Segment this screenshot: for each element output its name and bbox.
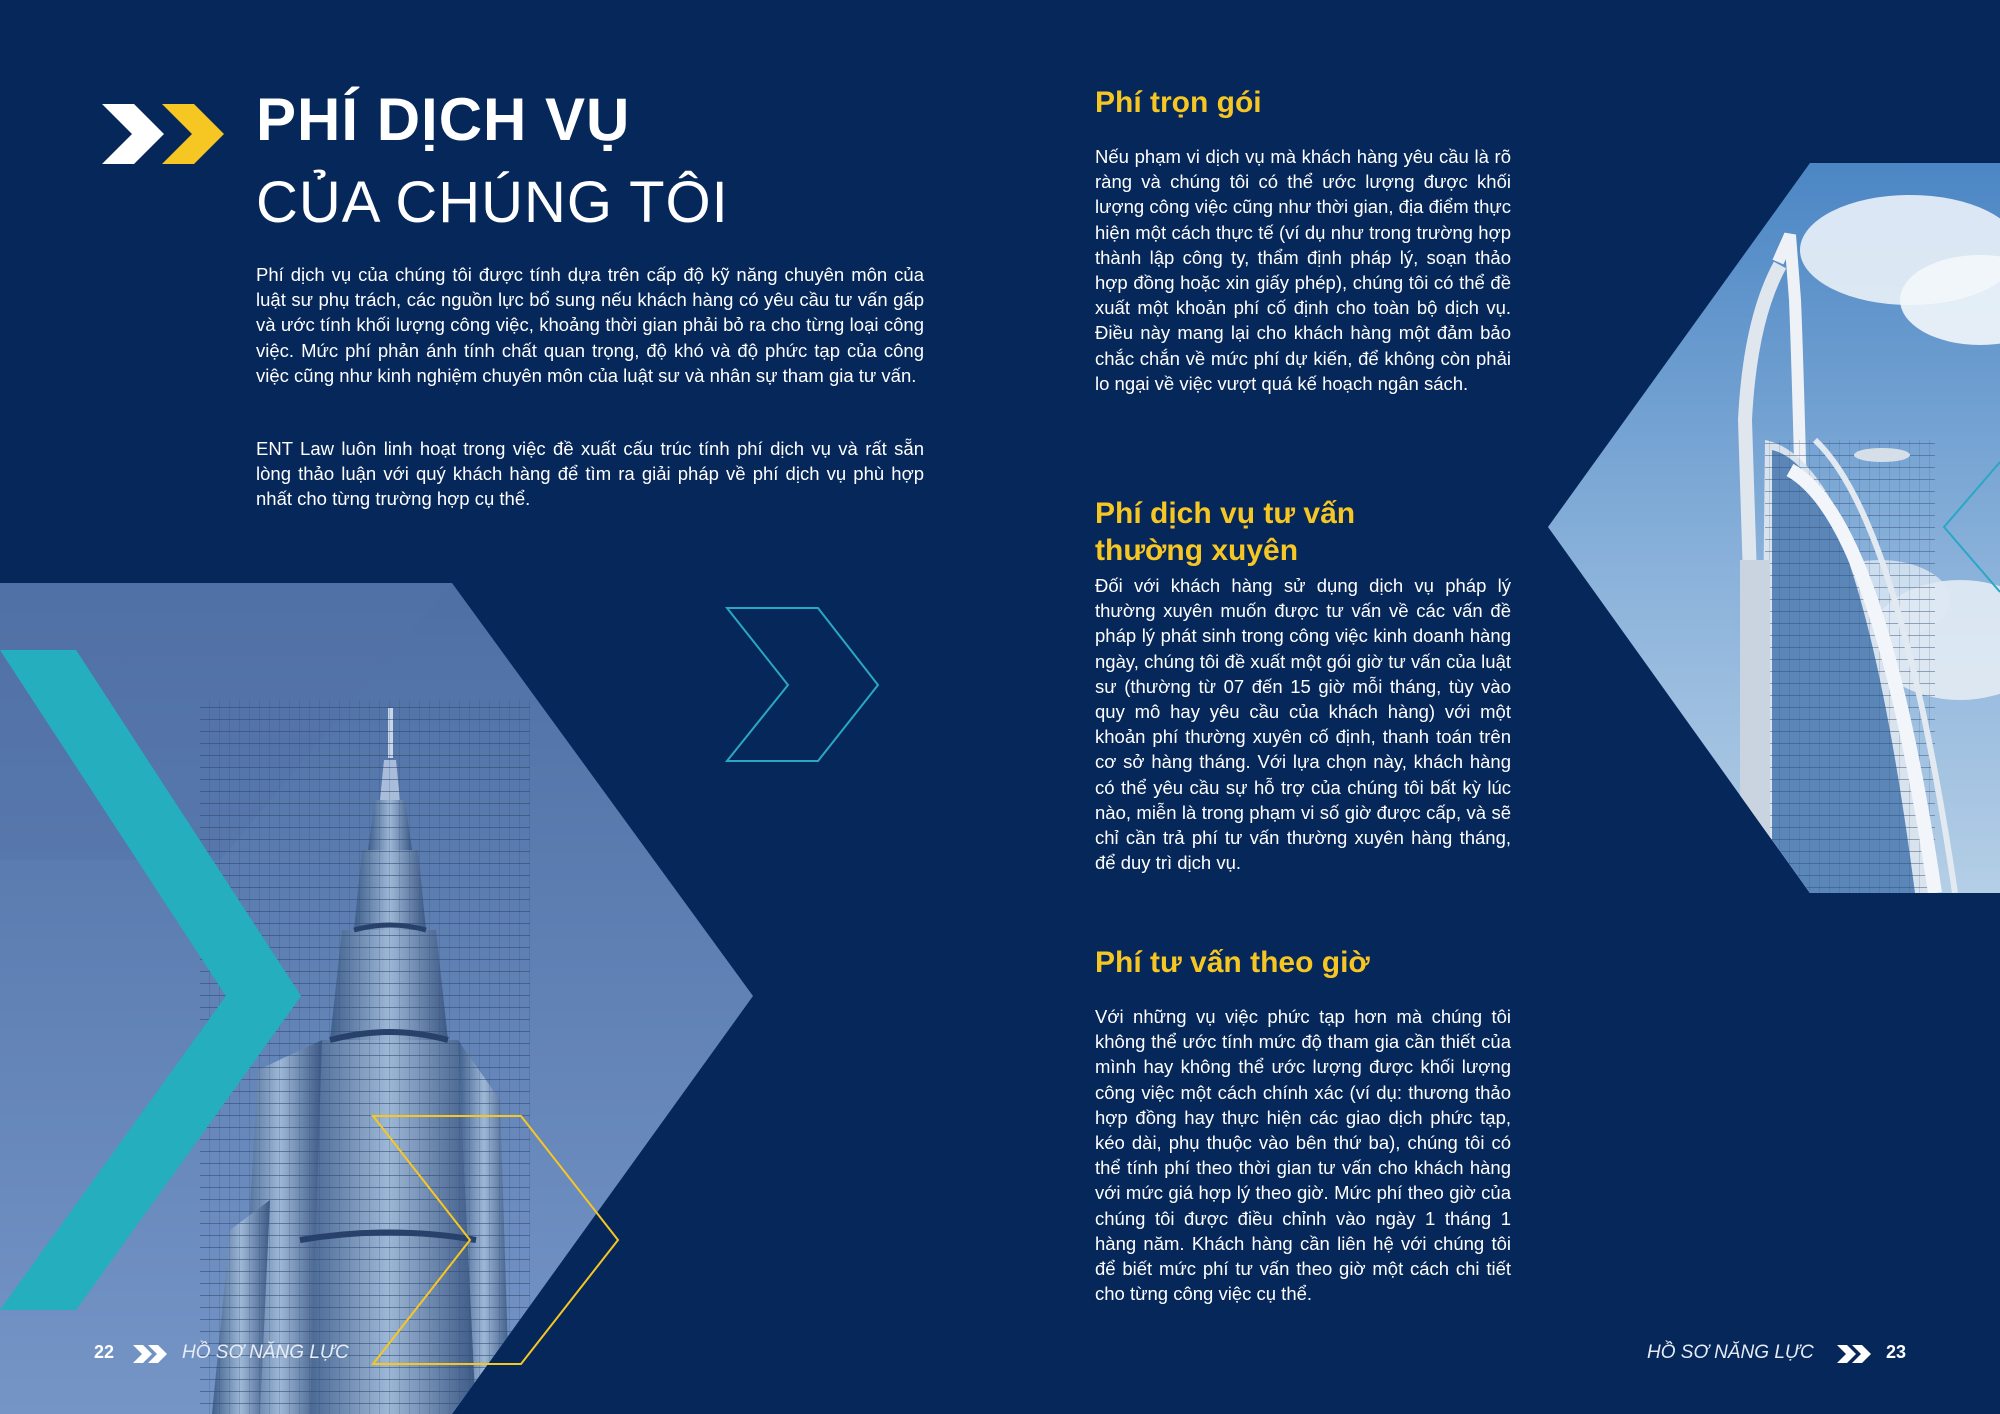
right-tower-photo <box>1540 160 2000 900</box>
section-body-hourly-fee: Với những vụ việc phức tạp hơn mà chúng tôi không thể ước tính mức độ tham gia cần thiết của mình hay không thể ước lượng được khối lượng công việc một cách chính xác (ví dụ: thương thảo hợp đồng hay thực hiện các giao dịch phức tạp, kéo dài, phụ thuộc vào bên thứ ba), chúng tôi có thể tính phí theo thời gian tư vấn cho khách hàng với mức giá hợp lý theo giờ. Mức phí theo giờ của chúng tôi được điều chỉnh vào ngày 1 tháng 1 hàng năm. Khách hàng cần liên hệ với chúng tôi để biết mức phí tư vấn theo giờ một cách chi tiết cho từng công việc cụ thể. <box>1095 1006 1511 1305</box>
intro-paragraph-1: Phí dịch vụ của chúng tôi được tính dựa trên cấp độ kỹ năng chuyên môn của luật sư phụ trách, các nguồn lực bổ sung nếu khách hàng có yêu cầu tư vấn gấp và ước tính khối lượng công việc, khoảng thời gian phải bỏ ra cho từng loại công việc. Mức phí phản ánh tính chất quan trọng, độ khó và độ phức tạp của công việc cũng như kinh nghiệm chuyên môn của luật sư và nhân sự tham gia tư vấn. <box>256 264 924 386</box>
page-number-left: 22 <box>94 1342 115 1362</box>
section-heading-hourly-fee: Phí tư vấn theo giờ <box>1095 946 1370 979</box>
footer-label-left: HỒ SƠ NĂNG LỰC <box>182 1342 349 1363</box>
page-number-right: 23 <box>1886 1342 1907 1362</box>
left-tower-photo <box>0 583 760 1414</box>
section-heading-package-fee: Phí trọn gói <box>1095 86 1262 119</box>
section-body-package-fee: Nếu phạm vi dịch vụ mà khách hàng yêu cầu là rõ ràng và chúng tôi có thể ước lượng được khối lượng công việc cũng như thời gian, địa điểm thực hiện một cách thực tế (ví dụ như trong trường hợp thành lập công ty, thẩm định pháp lý, soạn thảo hợp đồng hoặc xin giấy phép), chúng tôi có thể đề xuất một khoản phí cố định cho toàn bộ dịch vụ. Điều này mang lại cho khách hàng một đảm bảo chắc chắn về mức phí dự kiến, để không còn phải lo ngại về việc vượt quá kế hoạch ngân sách. <box>1095 146 1511 394</box>
section-body-retainer-fee: Đối với khách hàng sử dụng dịch vụ pháp lý thường xuyên muốn được tư vấn về các vấn đề pháp lý phát sinh trong công việc kinh doanh hàng ngày, chúng tôi đề xuất một gói giờ tư vấn của luật sư (thường từ 07 đến 15 giờ mỗi tháng, tùy vào quy mô hay yêu cầu của khách hàng) với một khoản phí thường xuyên cố định, thanh toán trên cơ sở hàng tháng. Với lựa chọn này, khách hàng có thể yêu cầu sự hỗ trợ của chúng tôi bất kỳ lúc nào, miễn là trong phạm vi số giờ được cấp, và sẽ chỉ cần trả phí tư vấn thường xuyên hàng tháng, để duy trì dịch vụ. <box>1095 575 1511 874</box>
section-heading-retainer-fee: Phí dịch vụ tư vấn thường xuyên <box>1095 497 1356 567</box>
footer-chevron-icon-right <box>1837 1345 1871 1363</box>
teal-outline-chevron <box>727 608 878 761</box>
page-title-line1: PHÍ DỊCH VỤ <box>256 86 631 153</box>
page-title-line2: CỦA CHÚNG TÔI <box>256 170 729 235</box>
title-chevron-icon <box>102 104 224 164</box>
footer-label-right: HỒ SƠ NĂNG LỰC <box>1647 1342 1814 1363</box>
intro-paragraph-2: ENT Law luôn linh hoạt trong việc đề xuất cấu trúc tính phí dịch vụ và rất sẵn lòng thảo luận với quý khách hàng để tìm ra giải pháp về phí dịch vụ phù hợp nhất cho từng trường hợp cụ thể. <box>256 438 924 510</box>
